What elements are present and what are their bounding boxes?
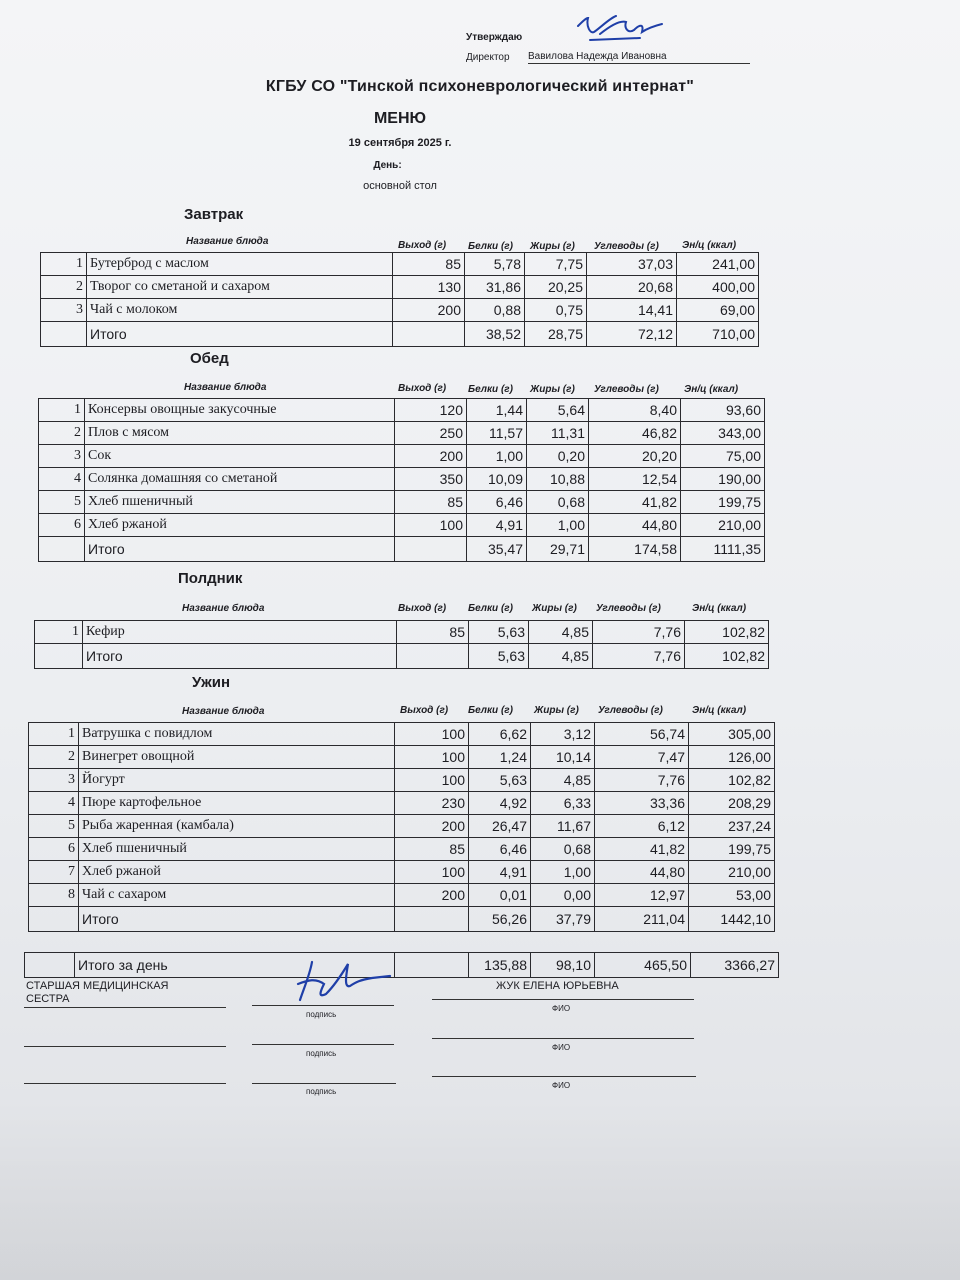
dish-fat: 0,20 <box>527 445 589 468</box>
dish-name: Плов с мясом <box>85 422 395 445</box>
empty-cell <box>25 953 75 978</box>
dish-fat: 1,00 <box>527 514 589 537</box>
dish-energy: 93,60 <box>681 399 765 422</box>
dish-carbs: 20,68 <box>587 276 677 299</box>
nurse-signature <box>290 954 400 1010</box>
table-type: основной стол <box>363 180 437 192</box>
signer-role: СТАРШАЯ МЕДИЦИНСКАЯ СЕСТРА <box>26 980 169 1005</box>
fio-line <box>432 1038 694 1039</box>
dish-protein: 4,91 <box>469 861 531 884</box>
table-row <box>29 723 775 746</box>
dish-energy: 199,75 <box>681 491 765 514</box>
row-number: 2 <box>29 746 79 769</box>
dish-energy: 343,00 <box>681 422 765 445</box>
dish-name: Хлеб ржаной <box>79 861 395 884</box>
empty-cell <box>395 953 469 978</box>
row-number: 5 <box>39 491 85 514</box>
sign-caption: подпись <box>306 1049 337 1058</box>
dish-protein: 5,78 <box>465 253 525 276</box>
col-name-header: Название блюда <box>182 706 265 717</box>
col-name-header: Название блюда <box>184 382 267 393</box>
fio-caption: ФИО <box>552 1043 571 1052</box>
dish-carbs: 56,74 <box>595 723 689 746</box>
dish-fat: 0,75 <box>525 299 587 322</box>
empty-cell <box>39 537 85 562</box>
col-name-header: Название блюда <box>182 603 265 614</box>
lunch-table <box>38 398 765 562</box>
dish-yield: 200 <box>395 445 467 468</box>
empty-cell <box>41 322 87 347</box>
dish-fat: 0,68 <box>527 491 589 514</box>
dish-yield: 200 <box>395 815 469 838</box>
lunch-title: Обед <box>190 350 229 367</box>
dish-yield: 85 <box>397 621 469 644</box>
dish-name: Сок <box>85 445 395 468</box>
table-row <box>41 276 759 299</box>
dish-name: Бутерброд с маслом <box>87 253 393 276</box>
dish-energy: 69,00 <box>677 299 759 322</box>
total-energy: 710,00 <box>677 322 759 347</box>
day-total-protein: 135,88 <box>469 953 531 978</box>
dish-carbs: 44,80 <box>589 514 681 537</box>
row-number: 5 <box>29 815 79 838</box>
col-energy-header: Эн/ц (ккал) <box>684 384 739 395</box>
fio-line <box>432 999 694 1000</box>
total-protein: 56,26 <box>469 907 531 932</box>
total-carbs: 174,58 <box>589 537 681 562</box>
breakfast-table <box>40 252 759 347</box>
total-label: Итого <box>85 537 395 562</box>
document-title: МЕНЮ <box>373 110 427 127</box>
signature-line <box>252 1044 394 1045</box>
col-carbs-header: Углеводы (г) <box>594 241 659 252</box>
dish-protein: 4,91 <box>467 514 527 537</box>
total-label: Итого <box>79 907 395 932</box>
row-number: 6 <box>29 838 79 861</box>
dish-fat: 7,75 <box>525 253 587 276</box>
col-protein-header: Белки (г) <box>468 705 513 716</box>
menu-date: 19 сентября 2025 г. <box>348 137 452 149</box>
dish-name: Винегрет овощной <box>79 746 395 769</box>
col-fat-header: Жиры (г) <box>532 603 577 614</box>
dish-protein: 6,62 <box>469 723 531 746</box>
total-fat: 4,85 <box>529 644 593 669</box>
total-energy: 102,82 <box>685 644 769 669</box>
dish-protein: 0,88 <box>465 299 525 322</box>
dish-protein: 6,46 <box>469 838 531 861</box>
day-label: День: <box>373 160 402 171</box>
dish-name: Хлеб ржаной <box>85 514 395 537</box>
dish-fat: 11,31 <box>527 422 589 445</box>
dish-carbs: 33,36 <box>595 792 689 815</box>
total-energy: 1111,35 <box>681 537 765 562</box>
col-carbs-header: Углеводы (г) <box>598 705 663 716</box>
dish-protein: 5,63 <box>469 621 529 644</box>
dish-carbs: 12,97 <box>595 884 689 907</box>
table-row <box>39 491 765 514</box>
page-shadow <box>0 1100 960 1280</box>
dish-energy: 237,24 <box>689 815 775 838</box>
day-total-fat: 98,10 <box>531 953 595 978</box>
dish-fat: 4,85 <box>529 621 593 644</box>
dish-yield: 85 <box>395 838 469 861</box>
dish-carbs: 37,03 <box>587 253 677 276</box>
dish-energy: 53,00 <box>689 884 775 907</box>
row-number: 2 <box>41 276 87 299</box>
role-line <box>24 1046 226 1047</box>
dish-fat: 4,85 <box>531 769 595 792</box>
dish-fat: 1,00 <box>531 861 595 884</box>
total-row <box>29 907 775 932</box>
dish-carbs: 41,82 <box>595 838 689 861</box>
table-row <box>29 792 775 815</box>
dish-carbs: 8,40 <box>589 399 681 422</box>
dish-yield: 200 <box>393 299 465 322</box>
col-protein-header: Белки (г) <box>468 384 513 395</box>
dish-fat: 11,67 <box>531 815 595 838</box>
approve-label: Утверждаю <box>466 32 523 43</box>
dinner-title: Ужин <box>192 674 231 691</box>
dish-carbs: 6,12 <box>595 815 689 838</box>
dish-name: Хлеб пшеничный <box>85 491 395 514</box>
dish-protein: 11,57 <box>467 422 527 445</box>
col-yield-header: Выход (г) <box>398 383 447 394</box>
total-carbs: 7,76 <box>593 644 685 669</box>
col-protein-header: Белки (г) <box>468 241 513 252</box>
dish-carbs: 41,82 <box>589 491 681 514</box>
dish-yield: 230 <box>395 792 469 815</box>
dish-energy: 208,29 <box>689 792 775 815</box>
table-row <box>35 621 769 644</box>
table-row <box>29 815 775 838</box>
table-row <box>29 884 775 907</box>
dish-name: Творог со сметаной и сахаром <box>87 276 393 299</box>
sign-caption: подпись <box>306 1087 337 1096</box>
empty-cell <box>29 907 79 932</box>
col-energy-header: Эн/ц (ккал) <box>692 705 747 716</box>
row-number: 8 <box>29 884 79 907</box>
fio-caption: ФИО <box>552 1004 571 1013</box>
total-energy: 1442,10 <box>689 907 775 932</box>
col-fat-header: Жиры (г) <box>534 705 579 716</box>
dish-energy: 102,82 <box>689 769 775 792</box>
dish-yield: 100 <box>395 723 469 746</box>
row-number: 4 <box>29 792 79 815</box>
row-number: 4 <box>39 468 85 491</box>
snack-title: Полдник <box>178 570 243 587</box>
signer-fio: ЖУК ЕЛЕНА ЮРЬЕВНА <box>496 980 619 992</box>
col-carbs-header: Углеводы (г) <box>594 384 659 395</box>
dish-energy: 241,00 <box>677 253 759 276</box>
dish-yield: 85 <box>395 491 467 514</box>
dish-fat: 5,64 <box>527 399 589 422</box>
row-number: 2 <box>39 422 85 445</box>
col-energy-header: Эн/ц (ккал) <box>692 603 747 614</box>
row-number: 1 <box>29 723 79 746</box>
day-total-table <box>24 952 779 978</box>
dish-protein: 5,63 <box>469 769 531 792</box>
total-label: Итого <box>87 322 393 347</box>
row-number: 6 <box>39 514 85 537</box>
day-total-carbs: 465,50 <box>595 953 691 978</box>
day-total-energy: 3366,27 <box>691 953 779 978</box>
dish-energy: 199,75 <box>689 838 775 861</box>
dish-fat: 6,33 <box>531 792 595 815</box>
dish-name: Чай с сахаром <box>79 884 395 907</box>
dish-energy: 102,82 <box>685 621 769 644</box>
dish-carbs: 20,20 <box>589 445 681 468</box>
row-number: 1 <box>35 621 83 644</box>
organization-name: КГБУ СО "Тинской психоневрологический интернат" <box>265 78 695 95</box>
col-name-header: Название блюда <box>186 236 269 247</box>
empty-cell <box>35 644 83 669</box>
row-number: 7 <box>29 861 79 884</box>
dish-name: Ватрушка с повидлом <box>79 723 395 746</box>
total-carbs: 211,04 <box>595 907 689 932</box>
dish-energy: 210,00 <box>681 514 765 537</box>
dish-fat: 0,00 <box>531 884 595 907</box>
dish-yield: 100 <box>395 514 467 537</box>
dish-name: Консервы овощные закусочные <box>85 399 395 422</box>
dish-yield: 85 <box>393 253 465 276</box>
dish-yield: 120 <box>395 399 467 422</box>
table-row <box>29 746 775 769</box>
dish-energy: 305,00 <box>689 723 775 746</box>
table-row <box>39 399 765 422</box>
dish-fat: 20,25 <box>525 276 587 299</box>
dish-carbs: 7,76 <box>593 621 685 644</box>
table-row <box>41 253 759 276</box>
dish-energy: 75,00 <box>681 445 765 468</box>
table-row <box>29 838 775 861</box>
dish-carbs: 12,54 <box>589 468 681 491</box>
table-row <box>39 514 765 537</box>
total-label: Итого <box>83 644 397 669</box>
total-row <box>41 322 759 347</box>
empty-cell <box>395 907 469 932</box>
dish-name: Рыба жаренная (камбала) <box>79 815 395 838</box>
fio-line <box>432 1076 696 1077</box>
total-protein: 5,63 <box>469 644 529 669</box>
dish-protein: 6,46 <box>467 491 527 514</box>
dish-protein: 1,00 <box>467 445 527 468</box>
empty-cell <box>397 644 469 669</box>
dish-name: Хлеб пшеничный <box>79 838 395 861</box>
total-fat: 29,71 <box>527 537 589 562</box>
col-energy-header: Эн/ц (ккал) <box>682 240 737 251</box>
dish-yield: 350 <box>395 468 467 491</box>
dish-carbs: 14,41 <box>587 299 677 322</box>
dish-name: Йогурт <box>79 769 395 792</box>
dish-fat: 10,14 <box>531 746 595 769</box>
dish-fat: 10,88 <box>527 468 589 491</box>
dish-protein: 4,92 <box>469 792 531 815</box>
day-total-row <box>25 953 779 978</box>
dish-protein: 0,01 <box>469 884 531 907</box>
dish-yield: 100 <box>395 769 469 792</box>
row-number: 3 <box>39 445 85 468</box>
dish-energy: 126,00 <box>689 746 775 769</box>
table-row <box>29 861 775 884</box>
total-protein: 35,47 <box>467 537 527 562</box>
dish-carbs: 7,76 <box>595 769 689 792</box>
dish-carbs: 44,80 <box>595 861 689 884</box>
total-fat: 37,79 <box>531 907 595 932</box>
dish-name: Солянка домашняя со сметаной <box>85 468 395 491</box>
fio-caption: ФИО <box>552 1081 571 1090</box>
dish-protein: 10,09 <box>467 468 527 491</box>
dish-protein: 31,86 <box>465 276 525 299</box>
dish-name: Чай с молоком <box>87 299 393 322</box>
table-row <box>39 422 765 445</box>
director-signature <box>570 12 680 48</box>
total-protein: 38,52 <box>465 322 525 347</box>
row-number: 1 <box>41 253 87 276</box>
day-total-label: Итого за день <box>75 953 395 978</box>
role-line <box>24 1083 226 1084</box>
dish-yield: 250 <box>395 422 467 445</box>
dish-name: Кефир <box>83 621 397 644</box>
signature-line <box>252 1083 396 1084</box>
col-protein-header: Белки (г) <box>468 603 513 614</box>
row-number: 3 <box>41 299 87 322</box>
director-label: Директор <box>466 52 510 63</box>
dish-protein: 1,24 <box>469 746 531 769</box>
dish-yield: 200 <box>395 884 469 907</box>
col-yield-header: Выход (г) <box>398 603 447 614</box>
dish-energy: 400,00 <box>677 276 759 299</box>
dish-energy: 210,00 <box>689 861 775 884</box>
breakfast-title: Завтрак <box>184 206 244 223</box>
col-yield-header: Выход (г) <box>400 705 449 716</box>
dish-fat: 3,12 <box>531 723 595 746</box>
dish-yield: 100 <box>395 746 469 769</box>
dish-protein: 26,47 <box>469 815 531 838</box>
role-line <box>24 1007 226 1008</box>
dish-yield: 130 <box>393 276 465 299</box>
col-yield-header: Выход (г) <box>398 240 447 251</box>
col-fat-header: Жиры (г) <box>530 384 575 395</box>
total-row <box>39 537 765 562</box>
dish-fat: 0,68 <box>531 838 595 861</box>
dish-energy: 190,00 <box>681 468 765 491</box>
dish-carbs: 46,82 <box>589 422 681 445</box>
table-row <box>39 445 765 468</box>
dish-carbs: 7,47 <box>595 746 689 769</box>
col-fat-header: Жиры (г) <box>530 241 575 252</box>
row-number: 1 <box>39 399 85 422</box>
total-row <box>35 644 769 669</box>
empty-cell <box>395 537 467 562</box>
dinner-table <box>28 722 775 932</box>
empty-cell <box>393 322 465 347</box>
director-name: Вавилова Надежда Ивановна <box>528 51 750 64</box>
signature-line <box>252 1005 394 1006</box>
table-row <box>41 299 759 322</box>
table-row <box>39 468 765 491</box>
dish-yield: 100 <box>395 861 469 884</box>
table-row <box>29 769 775 792</box>
total-fat: 28,75 <box>525 322 587 347</box>
snack-table <box>34 620 769 669</box>
dish-protein: 1,44 <box>467 399 527 422</box>
dish-name: Пюре картофельное <box>79 792 395 815</box>
col-carbs-header: Углеводы (г) <box>596 603 661 614</box>
row-number: 3 <box>29 769 79 792</box>
total-carbs: 72,12 <box>587 322 677 347</box>
sign-caption: подпись <box>306 1010 337 1019</box>
